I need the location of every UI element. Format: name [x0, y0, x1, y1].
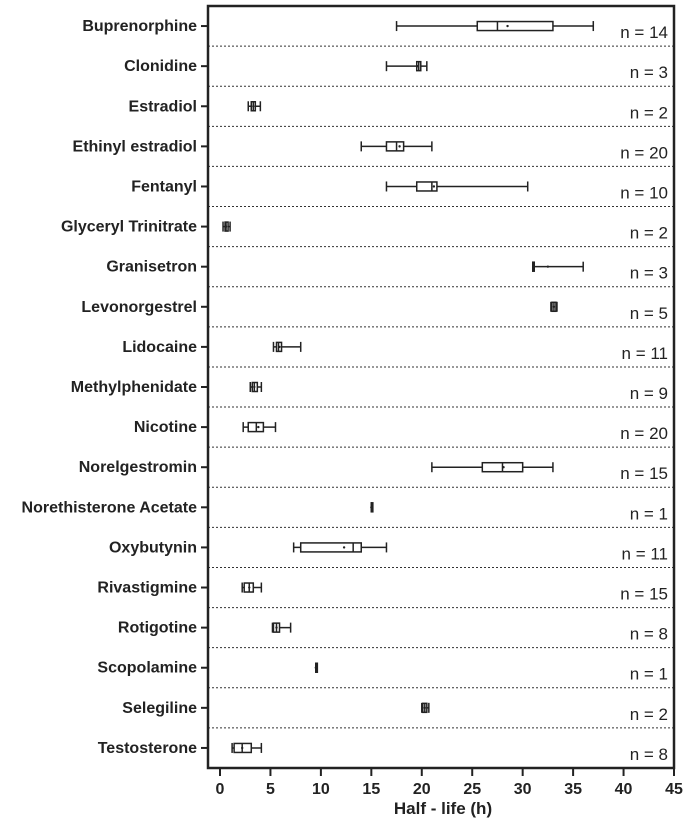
n-count-label: n = 8: [629, 744, 668, 764]
category-label: Nicotine: [133, 419, 197, 437]
box-plot-selegiline: [422, 703, 429, 713]
box-plot-granisetron: [533, 262, 583, 272]
n-count-label: n = 14: [620, 23, 668, 43]
box-plot-ethinyl-estradiol: [361, 141, 432, 151]
category-label: Testosterone: [97, 739, 197, 757]
mean-marker: [502, 466, 504, 468]
box-plot-marks: [223, 21, 593, 753]
category-label: Selegiline: [122, 699, 197, 717]
category-label: Norethisterone Acetate: [21, 499, 197, 517]
n-count-label: n = 10: [620, 183, 668, 203]
mean-marker: [343, 546, 345, 548]
n-count-label: n = 3: [629, 263, 668, 283]
box-plot-rivastigmine: [242, 583, 261, 593]
n-count-label: n = 2: [629, 223, 668, 243]
mean-marker: [252, 105, 254, 107]
mean-marker: [278, 346, 280, 348]
category-label: Granisetron: [106, 258, 197, 276]
mean-marker: [370, 506, 372, 508]
category-label: Glyceryl Trinitrate: [60, 218, 197, 236]
x-tick-label: 10: [311, 781, 330, 798]
box-plot-levonorgestrel: [551, 302, 557, 312]
category-label: Rotigotine: [117, 619, 197, 637]
x-tick-label: 30: [513, 781, 532, 798]
category-label: Oxybutynin: [108, 539, 197, 557]
x-tick-label: 15: [362, 781, 381, 798]
n-count-label: n = 20: [620, 424, 668, 444]
x-tick-label: 25: [463, 781, 482, 798]
box-plot-lidocaine: [273, 342, 300, 352]
mean-marker: [257, 426, 259, 428]
box-plot-oxybutynin: [294, 542, 387, 552]
category-label: Methylphenidate: [70, 379, 197, 396]
category-label: Levonorgestrel: [81, 298, 197, 316]
n-count-label: n = 20: [620, 143, 668, 163]
n-count-label: n = 11: [621, 343, 668, 363]
box-plot-scopolamine: [315, 663, 318, 673]
mean-marker: [424, 707, 426, 709]
mean-marker: [225, 225, 227, 227]
category-label: Buprenorphine: [82, 18, 197, 36]
x-tick-label: 40: [614, 781, 633, 798]
x-tick-label: 0: [215, 781, 225, 798]
category-label: Fentanyl: [131, 178, 197, 196]
mean-marker: [248, 586, 250, 588]
box-plot-estradiol: [248, 101, 260, 111]
mean-marker: [275, 626, 277, 628]
n-count-label: n = 1: [629, 664, 668, 684]
mean-marker: [253, 386, 255, 388]
box-plot-glyceryl-trinitrate: [223, 222, 230, 232]
category-label: Scopolamine: [97, 659, 197, 677]
category-labels: [22, 18, 208, 757]
category-label: Lidocaine: [122, 338, 197, 356]
box-plot-nicotine: [243, 422, 275, 432]
n-count-label: n = 1: [629, 504, 668, 524]
box-plot-fentanyl: [386, 181, 527, 191]
x-tick-label: 20: [412, 781, 431, 798]
category-label: Rivastigmine: [97, 579, 197, 597]
box-plot-norelgestromin: [432, 462, 553, 472]
iqr-box: [386, 142, 403, 151]
n-count-label: n = 15: [620, 584, 668, 604]
n-count-label: n = 2: [629, 103, 668, 123]
mean-marker: [241, 747, 243, 749]
mean-marker: [547, 265, 549, 267]
x-tick-label: 5: [265, 781, 275, 798]
box-plot-methylphenidate: [250, 382, 261, 392]
n-count-label: n = 11: [621, 544, 668, 564]
x-axis-title: Half - life (h): [393, 799, 493, 818]
mean-marker: [398, 145, 400, 147]
x-tick-label: 45: [665, 781, 683, 798]
box-plot-buprenorphine: [397, 21, 594, 31]
mean-marker: [417, 65, 419, 67]
n-count-label: n = 5: [629, 303, 668, 323]
mean-marker: [433, 185, 435, 187]
n-count-label: n = 9: [629, 384, 668, 403]
mean-marker: [506, 25, 508, 27]
n-count-label: n = 15: [620, 464, 668, 484]
mean-marker: [315, 667, 317, 669]
x-axis: [216, 768, 683, 798]
box-plot-testosterone: [232, 743, 261, 753]
box-plot-rotigotine: [272, 623, 290, 633]
plot-frame: [208, 6, 674, 768]
x-tick-label: 35: [564, 781, 583, 798]
iqr-box: [301, 543, 362, 552]
category-label: Norelgestromin: [78, 459, 197, 477]
box-plot-norethisterone-acetate: [370, 502, 373, 512]
category-label: Estradiol: [128, 98, 197, 116]
n-count-label: n = 2: [629, 704, 668, 724]
category-label: Ethinyl estradiol: [72, 138, 197, 156]
n-count-labels: [620, 23, 668, 764]
iqr-box: [477, 22, 553, 31]
box-plot-clonidine: [386, 61, 426, 71]
mean-marker: [553, 306, 555, 308]
n-count-label: n = 8: [629, 624, 668, 644]
n-count-label: n = 3: [629, 63, 668, 83]
category-label: Clonidine: [124, 58, 197, 76]
